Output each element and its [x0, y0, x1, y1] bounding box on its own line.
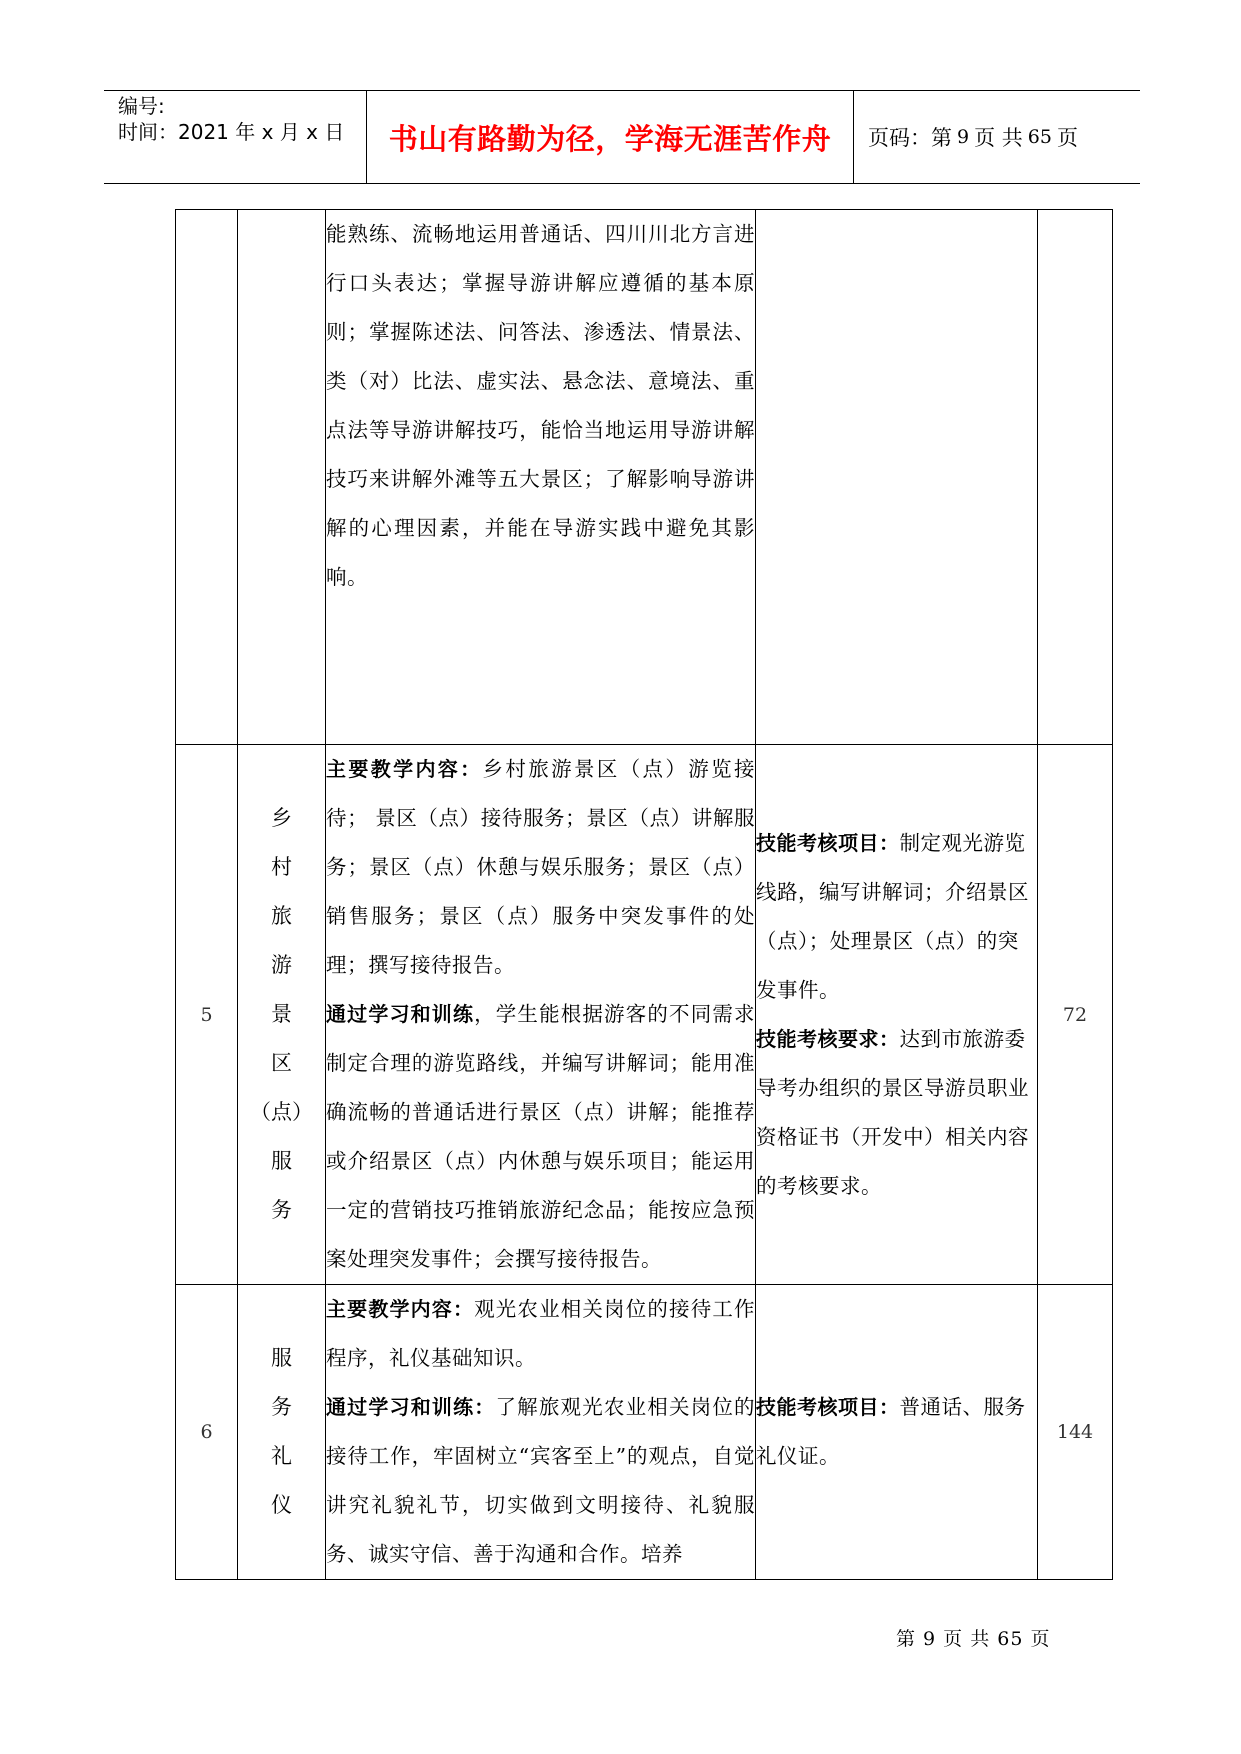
- content-paragraph: [326, 745, 755, 990]
- teaching-content-cell: [326, 1285, 756, 1580]
- assessment-cell: [756, 745, 1038, 1285]
- header-page-number: [854, 91, 1140, 183]
- row-number-cell: 6: [176, 1285, 238, 1580]
- assessment-lead: 技能考核项目：: [756, 830, 900, 855]
- assessment-text: 制定观光游览线路，编写讲解词；介绍景区（点）；处理景区（点）的突发事件。: [756, 830, 1029, 1002]
- page-current: 9: [957, 126, 970, 148]
- assessment-text: 普通话、服务礼仪证。: [756, 1395, 1026, 1468]
- page-header: [104, 90, 1140, 184]
- time-label: 时间：2021 年 x 月 x 日: [118, 120, 345, 144]
- module-name-char: （点）: [250, 1100, 313, 1124]
- module-name-char: 礼: [271, 1444, 292, 1468]
- table-body: [176, 210, 1113, 1580]
- serial-label: 编号:: [118, 94, 165, 118]
- content-text: ，学生能根据游客的不同需求制定合理的游览路线，并编写讲解词；能用准确流畅的普通话进行景区（点）讲解；能推荐或介绍景区（点）内休憩与娱乐项目；能运用一定的营销技巧推销旅游纪念品；能按应急预案处理突发事件；会撰写接待报告。: [326, 1002, 756, 1271]
- module-name-char: 游: [271, 953, 292, 977]
- module-name-char: 区: [271, 1051, 292, 1075]
- page-suffix: 页: [1056, 126, 1078, 150]
- module-name-char: 景: [271, 1002, 292, 1026]
- teaching-content-cell: [326, 210, 756, 745]
- assessment-cell: [756, 210, 1038, 745]
- content-paragraph: [326, 1383, 755, 1579]
- page-footer: 第 9 页 共 65 页: [896, 1628, 1051, 1650]
- content-lead: 主要教学内容：: [326, 1297, 475, 1321]
- assessment-lead: 技能考核项目：: [756, 1395, 900, 1419]
- assessment-cell: [756, 1285, 1038, 1580]
- module-name-cell: [238, 1285, 326, 1580]
- content-text: 能熟练、流畅地运用普通话、四川川北方言进行口头表达；掌握导游讲解应遵循的基本原则；掌握陈述法、问答法、渗透法、情景法、类（对）比法、虚实法、悬念法、意境法、重点法等导游讲解技巧，能恰当地运用导游讲解技巧来讲解外滩等五大景区；了解影响导游讲解的心理因素，并能在导游实践中避免其影响。: [326, 222, 755, 589]
- content-text: 了解旅观光农业相关岗位的接待工作，牢固树立“宾客至上”的观点，自觉讲究礼貌礼节，切实做到文明接待、礼貌服务、诚实守信、善于沟通和合作。培养: [326, 1395, 756, 1566]
- content-paragraph: [326, 1285, 755, 1383]
- assessment-lead: 技能考核要求：: [756, 1026, 900, 1051]
- module-name-char: 服: [271, 1149, 292, 1173]
- content-text: 乡村旅游景区（点）游览接待； 景区（点）接待服务；景区（点）讲解服务；景区（点）休憩与娱乐服务；景区（点）销售服务；景区（点）服务中突发事件的处理；撰写接待报告。: [326, 757, 756, 977]
- hours-cell: [1038, 210, 1113, 745]
- row-number-cell: 5: [176, 745, 238, 1285]
- content-paragraph: [326, 990, 755, 1284]
- hours-cell: 144: [1038, 1285, 1113, 1580]
- module-name-cell: [238, 210, 326, 745]
- module-name-char: 旅: [271, 904, 292, 928]
- hours-cell: 72: [1038, 745, 1113, 1285]
- assessment-paragraph: [756, 1015, 1037, 1211]
- content-text: 观光农业相关岗位的接待工作程序，礼仪基础知识。: [326, 1297, 756, 1370]
- assessment-text: 达到市旅游委导考办组织的景区导游员职业资格证书（开发中）相关内容的考核要求。: [756, 1026, 1029, 1198]
- teaching-content-cell: [326, 745, 756, 1285]
- module-name-char: 务: [271, 1395, 292, 1419]
- content-lead: 通过学习和训练: [326, 1002, 475, 1026]
- module-name-char: 服: [271, 1346, 292, 1370]
- content-paragraph: [326, 210, 755, 602]
- page-prefix: 页码：第: [868, 126, 952, 150]
- module-name-char: 仪: [271, 1493, 292, 1517]
- module-name-char: 村: [271, 855, 292, 879]
- table-row: [176, 210, 1113, 745]
- header-motto: 书山有路勤为径，学海无涯苦作舟: [367, 91, 854, 183]
- curriculum-table: [175, 209, 1113, 1580]
- header-meta: [104, 91, 367, 183]
- content-lead: 主要教学内容：: [326, 757, 483, 781]
- table-row: [176, 1285, 1113, 1580]
- content-lead: 通过学习和训练：: [326, 1395, 496, 1419]
- page-total: 65: [1027, 126, 1052, 148]
- table-row: [176, 745, 1113, 1285]
- module-name-cell: [238, 745, 326, 1285]
- module-name-char: 乡: [271, 806, 292, 830]
- module-name-char: 务: [271, 1198, 292, 1222]
- row-number-cell: [176, 210, 238, 745]
- page-middle: 页 共: [974, 126, 1023, 150]
- assessment-paragraph: [756, 1383, 1037, 1481]
- assessment-paragraph: [756, 819, 1037, 1015]
